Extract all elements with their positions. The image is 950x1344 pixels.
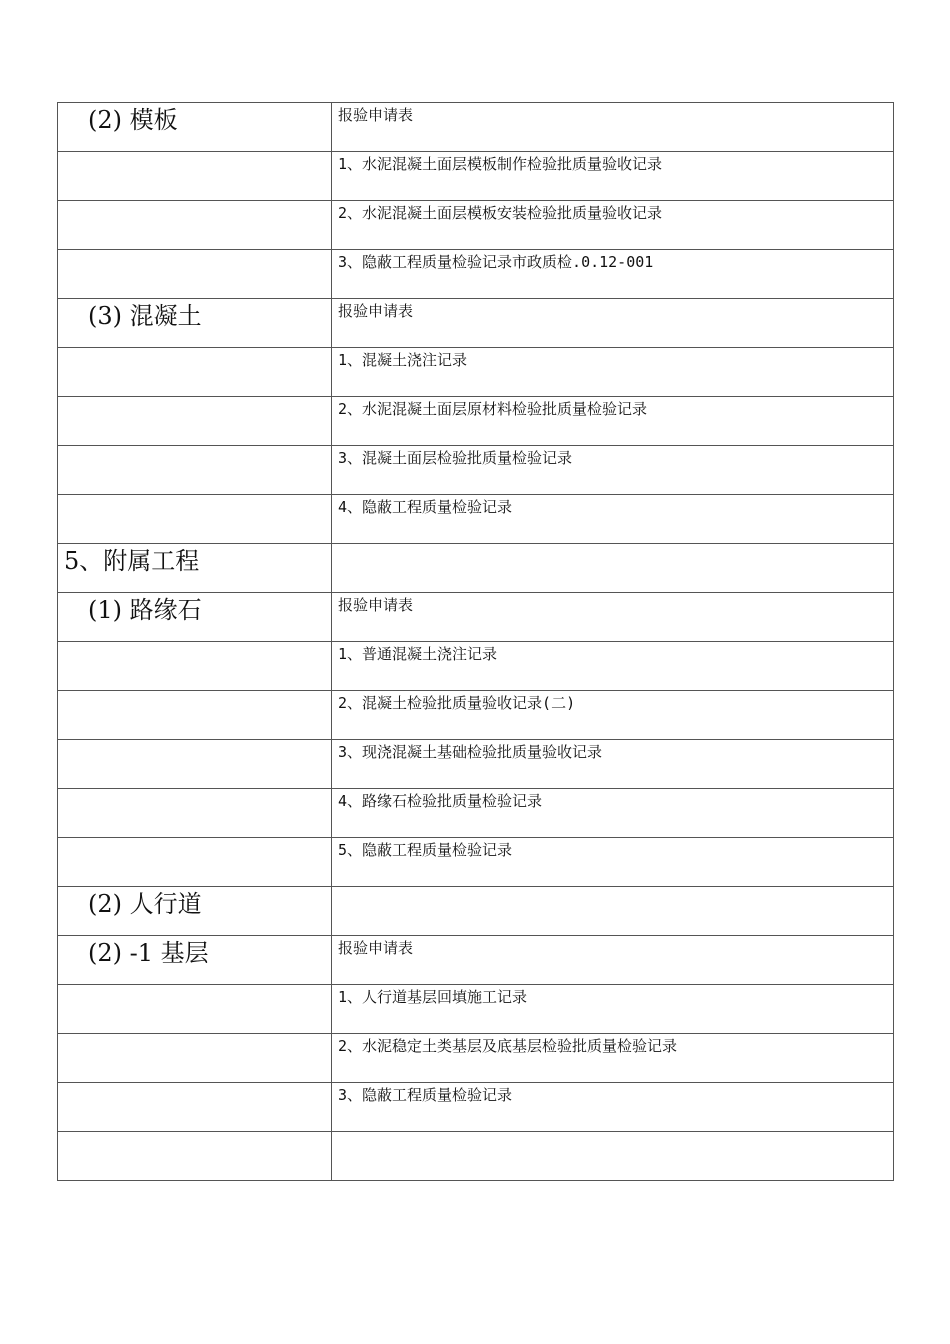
table-row	[58, 446, 894, 495]
table-row	[58, 593, 894, 642]
section-heading: (2) -1 基层	[88, 939, 209, 967]
section-heading-cell	[58, 691, 332, 740]
section-heading-cell	[58, 838, 332, 887]
section-heading-cell	[58, 593, 332, 642]
record-cell	[332, 495, 894, 544]
record-cell	[332, 740, 894, 789]
table-row	[58, 544, 894, 593]
table-row	[58, 103, 894, 152]
table-row	[58, 495, 894, 544]
section-heading: (2) 模板	[88, 106, 178, 134]
section-heading-cell	[58, 1034, 332, 1083]
record-list-table	[57, 102, 894, 1181]
record-cell	[332, 201, 894, 250]
table-row	[58, 789, 894, 838]
section-heading-cell	[58, 250, 332, 299]
record-cell	[332, 348, 894, 397]
record-item: 报验申请表	[338, 596, 414, 614]
section-heading-cell	[58, 103, 332, 152]
record-cell	[332, 1132, 894, 1181]
record-item: 3、混凝土面层检验批质量检验记录	[338, 449, 573, 467]
record-cell	[332, 299, 894, 348]
section-heading-cell	[58, 887, 332, 936]
table-row	[58, 152, 894, 201]
record-item: 1、普通混凝土浇注记录	[338, 645, 498, 663]
section-heading-cell	[58, 348, 332, 397]
section-heading-cell	[58, 544, 332, 593]
table-row	[58, 1083, 894, 1132]
record-item: 报验申请表	[338, 939, 414, 957]
record-item: 1、水泥混凝土面层模板制作检验批质量验收记录	[338, 155, 663, 173]
table-row	[58, 1034, 894, 1083]
section-heading: (2) 人行道	[88, 890, 202, 918]
record-cell	[332, 446, 894, 495]
table-row	[58, 740, 894, 789]
section-heading: 5、附属工程	[64, 547, 200, 575]
record-cell	[332, 397, 894, 446]
record-item: 2、水泥混凝土面层模板安装检验批质量验收记录	[338, 204, 663, 222]
section-heading-cell	[58, 201, 332, 250]
record-cell	[332, 838, 894, 887]
record-cell	[332, 936, 894, 985]
record-item: 2、水泥混凝土面层原材料检验批质量检验记录	[338, 400, 648, 418]
record-item: 4、路缘石检验批质量检验记录	[338, 792, 543, 810]
record-item: 4、隐蔽工程质量检验记录	[338, 498, 513, 516]
section-heading: (3) 混凝土	[88, 302, 202, 330]
section-heading-cell	[58, 152, 332, 201]
section-heading-cell	[58, 789, 332, 838]
record-cell	[332, 642, 894, 691]
record-cell	[332, 887, 894, 936]
table-row	[58, 887, 894, 936]
record-cell	[332, 1083, 894, 1132]
record-cell	[332, 152, 894, 201]
section-heading-cell	[58, 397, 332, 446]
record-item: 2、混凝土检验批质量验收记录(二)	[338, 694, 576, 712]
section-heading-cell	[58, 446, 332, 495]
record-cell	[332, 789, 894, 838]
record-item: 3、隐蔽工程质量检验记录	[338, 1086, 513, 1104]
table-row	[58, 691, 894, 740]
section-heading-cell	[58, 495, 332, 544]
table-row	[58, 1132, 894, 1181]
record-item: 1、人行道基层回填施工记录	[338, 988, 528, 1006]
table-row	[58, 642, 894, 691]
record-cell	[332, 250, 894, 299]
table-row	[58, 936, 894, 985]
table-row	[58, 348, 894, 397]
record-cell	[332, 985, 894, 1034]
section-heading-cell	[58, 1132, 332, 1181]
record-item: 报验申请表	[338, 106, 414, 124]
table-row	[58, 397, 894, 446]
table-row	[58, 201, 894, 250]
table-row	[58, 250, 894, 299]
record-item: 3、隐蔽工程质量检验记录市政质检.0.12-001	[338, 253, 654, 271]
record-item: 3、现浇混凝土基础检验批质量验收记录	[338, 743, 603, 761]
record-item: 5、隐蔽工程质量检验记录	[338, 841, 513, 859]
record-cell	[332, 544, 894, 593]
table-row	[58, 299, 894, 348]
table-row	[58, 838, 894, 887]
section-heading-cell	[58, 642, 332, 691]
record-cell	[332, 691, 894, 740]
record-cell	[332, 103, 894, 152]
section-heading-cell	[58, 740, 332, 789]
section-heading-cell	[58, 936, 332, 985]
section-heading: (1) 路缘石	[88, 596, 202, 624]
record-cell	[332, 1034, 894, 1083]
record-item: 2、水泥稳定土类基层及底基层检验批质量检验记录	[338, 1037, 678, 1055]
record-cell	[332, 593, 894, 642]
section-heading-cell	[58, 299, 332, 348]
record-item: 报验申请表	[338, 302, 414, 320]
section-heading-cell	[58, 985, 332, 1034]
table-row	[58, 985, 894, 1034]
section-heading-cell	[58, 1083, 332, 1132]
record-item: 1、混凝土浇注记录	[338, 351, 468, 369]
